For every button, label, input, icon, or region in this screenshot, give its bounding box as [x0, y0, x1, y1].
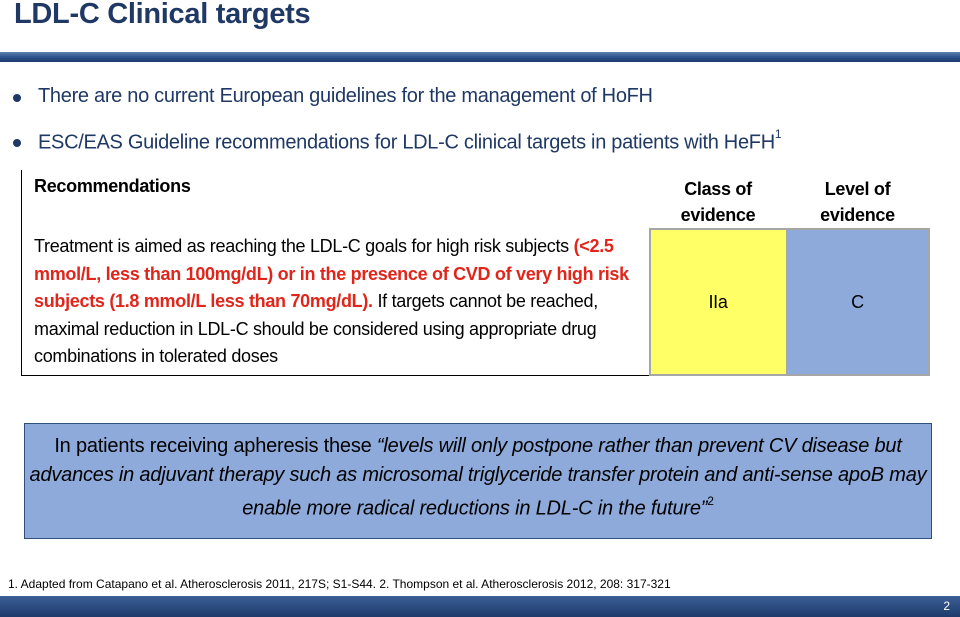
class-of-evidence-cell: IIa	[650, 229, 787, 375]
bullet-dot-icon	[13, 139, 21, 147]
recommendation-text: Treatment is aimed as reaching the LDL-C goals for high risk subjects (<2.5 mmol/L, less than 100mg/dL) or in the presence of CVD of very high risk subjects (1.8 mmol/L less than 70mg/dL). If targets cannot be reached, maximal reduction in LDL-C should be considered using appropriate drug combinations in tolerated doses	[22, 229, 650, 375]
references-footnote: 1. Adapted from Catapano et al. Atherosclerosis 2011, 217S; S1-S44. 2. Thompson et al. Atherosclerosis 2012, 208: 317-321	[8, 577, 671, 591]
reference-superscript: 1	[774, 127, 782, 141]
slide-title: LDL-C Clinical targets	[14, 0, 311, 30]
header-recommendations: Recommendations	[22, 170, 650, 229]
header-class-of-evidence: Class of evidence	[680, 179, 756, 225]
header-level-of-evidence: Level of evidence	[820, 179, 895, 225]
title-divider-bar	[0, 52, 960, 62]
ldl-goal-highlight: (<2.5 mmol/L, less than 100mg/dL) or in the presence of CVD of very high risk subjects (1.8 mmol/L less than 70mg/dL).	[34, 236, 629, 311]
table-row	[22, 229, 929, 375]
bullet-text: There are no current European guidelines for the management of HoFH	[38, 85, 653, 107]
apheresis-callout-box: In patients receiving apheresis these “levels will only postpone rather than prevent CV disease but advances in adjuvant therapy such as microsomal triglyceride transfer protein and anti-sense apoB may enable more radical reductions in LDL-C in the future”$^2$	[24, 423, 932, 539]
page-number: 2	[943, 599, 950, 613]
quote-text: “levels will only postpone rather than prevent CV disease but advances in adjuvant therapy such as microsomal triglyceride transfer protein and anti-sense apoB may enable more radical reductions in LDL-C in the future”	[29, 435, 927, 520]
table-header-row	[22, 170, 929, 229]
bullet-dot-icon	[13, 94, 21, 102]
footer-bar	[0, 596, 960, 617]
reference-superscript: 2	[707, 494, 714, 508]
level-of-evidence-cell: C	[787, 229, 929, 375]
bullet-text: ESC/EAS Guideline recommendations for LDL-C clinical targets in patients with HeFH	[38, 131, 775, 154]
recommendations-table	[21, 170, 930, 376]
